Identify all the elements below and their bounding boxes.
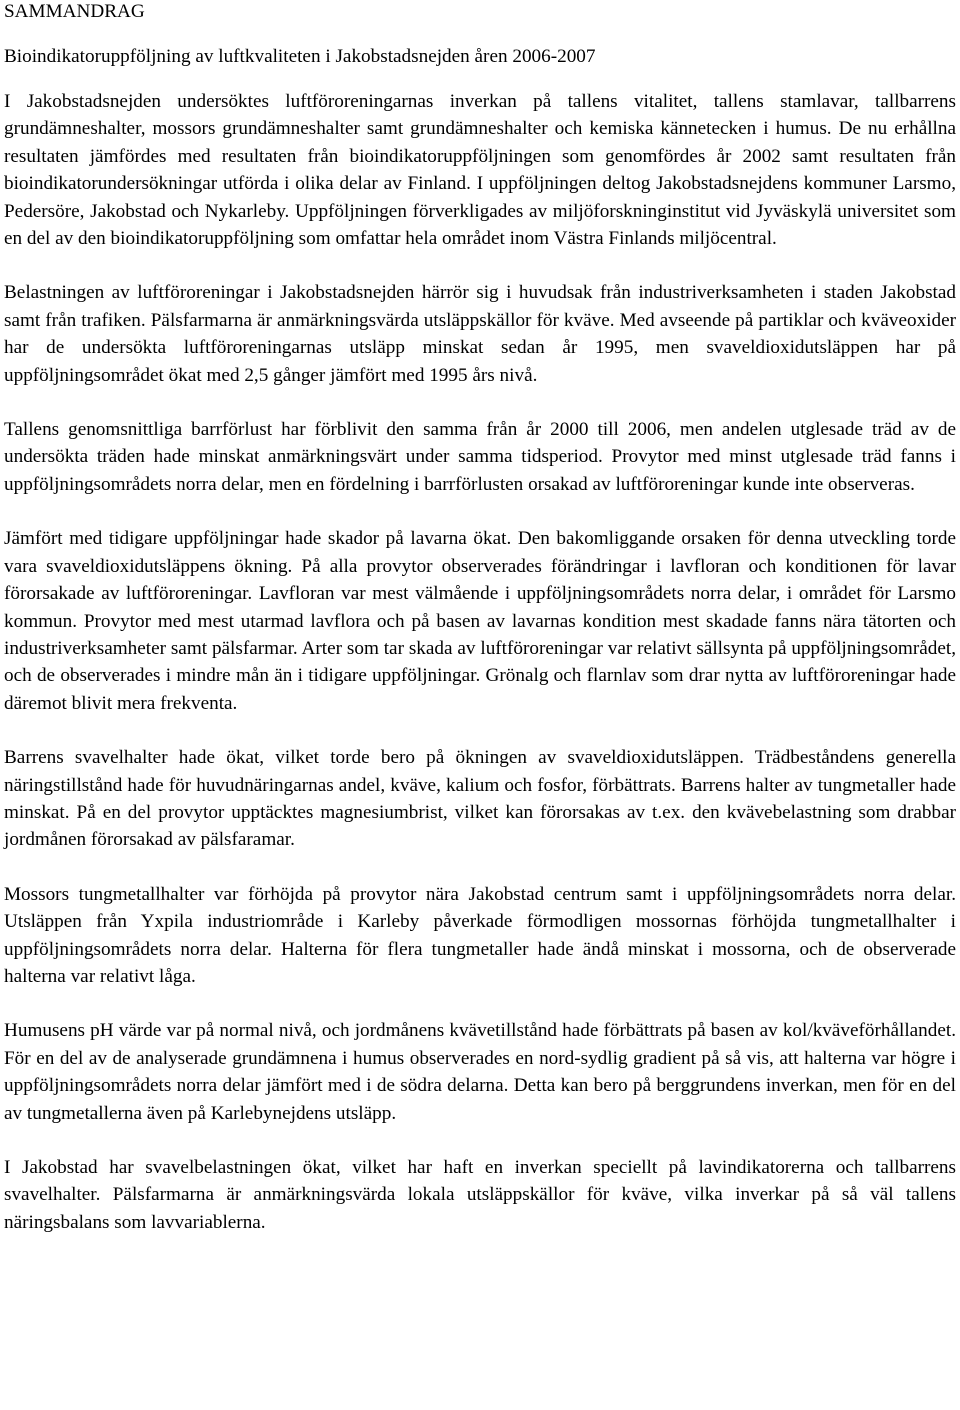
paragraph-needle-loss: Tallens genomsnittliga barrförlust har förblivit den samma från år 2000 till 2006, men andelen utglesade träd av de undersökta träden hade minskat anmärkningsvärt under samma tidsperiod. Provytor med minst utglesade träd fanns i uppföljningsområdets norra delar, men en fördelning i barrförlusten orsakad av luftföroreningar kunde inte observeras. — [4, 419, 956, 495]
paragraph-humus: Humusens pH värde var på normal nivå, och jordmånens kvävetillstånd hade förbättrats på basen av kol/kväveförhållandet. För en del av de analyserade grundämnena i humus observerades en nord-sydlig gradient på så vis, att halterna var högre i uppföljningsområdets norra delar jämfört med i de södra delarna. Detta kan bero på berggrundens inverkan, men för en del av tungmetallerna även på Karlebynejdens utsläpp. — [4, 1020, 956, 1124]
paragraph-mosses: Mossors tungmetallhalter var förhöjda på provytor nära Jakobstad centrum samt i uppföljningsområdets norra delar. Utsläppen från Yxpila industriområde i Karleby påverkade förmodligen mossornas förhöjda tungmetallhalter i uppföljningsområdets norra delar. Halterna för flera tungmetaller hade ändå minskat i mossorna, och de observerade halterna var relativt låga. — [4, 883, 956, 987]
document-subtitle: Bioindikatoruppföljning av luftkvaliteten i Jakobstadsnejden åren 2006-2007 — [4, 46, 596, 67]
paragraph-lichens: Jämfört med tidigare uppföljningar hade skador på lavarna ökat. Den bakomliggande orsaken för denna utveckling torde vara svaveldioxidutsläppens ökning. På alla provytor observerades förändringar i lavfloran och konditionen för lavar förorsakade av luftföroreningar. Lavfloran var mest välmående i uppföljningsområdets norra delar, i området för Larsmo kommun. Provytor med mest utarmad lavflora och på basen av lavarnas kondition mest skadade fanns nära tätorten och industriverksamheter samt pälsfarmar. Arter som tar skada av luftföroreningar var relativt sällsynta på uppföljningsområdet, och de observerades i mindre mån än i tidigare uppföljningar. Grönalg och flarnlav som drar nytta av luftföroreningar hade däremot blivit mera frekventa. — [4, 528, 956, 714]
paragraph-needle-sulphur: Barrens svavelhalter hade ökat, vilket torde bero på ökningen av svaveldioxidutsläppen. Trädbeståndens generella näringstillstånd hade för huvudnäringarnas andel, kväve, kalium och fosfor, förbättrats. Barrens halter av tungmetaller hade minskat. På en del provytor upptäcktes magnesiumbrist, vilket kan förorsakas av t.ex. den kvävebelastning som drabbar jordmånen förorsakad av pälsfaramar. — [4, 747, 956, 851]
paragraph-conclusion: I Jakobstad har svavelbelastningen ökat, vilket har haft en inverkan speciellt på lavindikatorerna och tallbarrens svavelhalter. Pälsfarmarna är anmärkningsvärda lokala utsläppskällor för kväve, vilka inverkar på så väl tallens näringsbalans som lavvariablerna. — [4, 1157, 956, 1233]
page-heading: SAMMANDRAG — [4, 1, 145, 22]
paragraph-intro: I Jakobstadsnejden undersöktes luftföroreningarnas inverkan på tallens vitalitet, tallens stamlavar, tallbarrens grundämneshalter, mossors grundämneshalter samt grundämneshalter och kemiska kännetecken i humus. De nu erhållna resultaten jämfördes med resultaten från bioindikatoruppföljningen som genomfördes år 2002 samt resultaten från bioindikatorundersökningar utförda i olika delar av Finland. I uppföljningen deltog Jakobstadsnejdens kommuner Larsmo, Pedersöre, Jakobstad och Nykarleby. Uppföljningen förverkligades av miljöforskninginstitut vid Jyväskylä universitet som en del av den bioindikatoruppföljning som omfattar hela området inom Västra Finlands miljöcentral. — [4, 91, 956, 250]
paragraph-emissions: Belastningen av luftföroreningar i Jakobstadsnejden härrör sig i huvudsak från industriverksamheten i staden Jakobstad samt från trafiken. Pälsfarmarna är anmärkningsvärda utsläppskällor för kväve. Med avseende på partiklar och kväveoxider har de undersökta luftföroreningarnas utsläpp minskat sedan år 1995, men svaveldioxidutsläppen har på uppföljningsområdet ökat med 2,5 gånger jämfört med 1995 års nivå. — [4, 282, 956, 386]
